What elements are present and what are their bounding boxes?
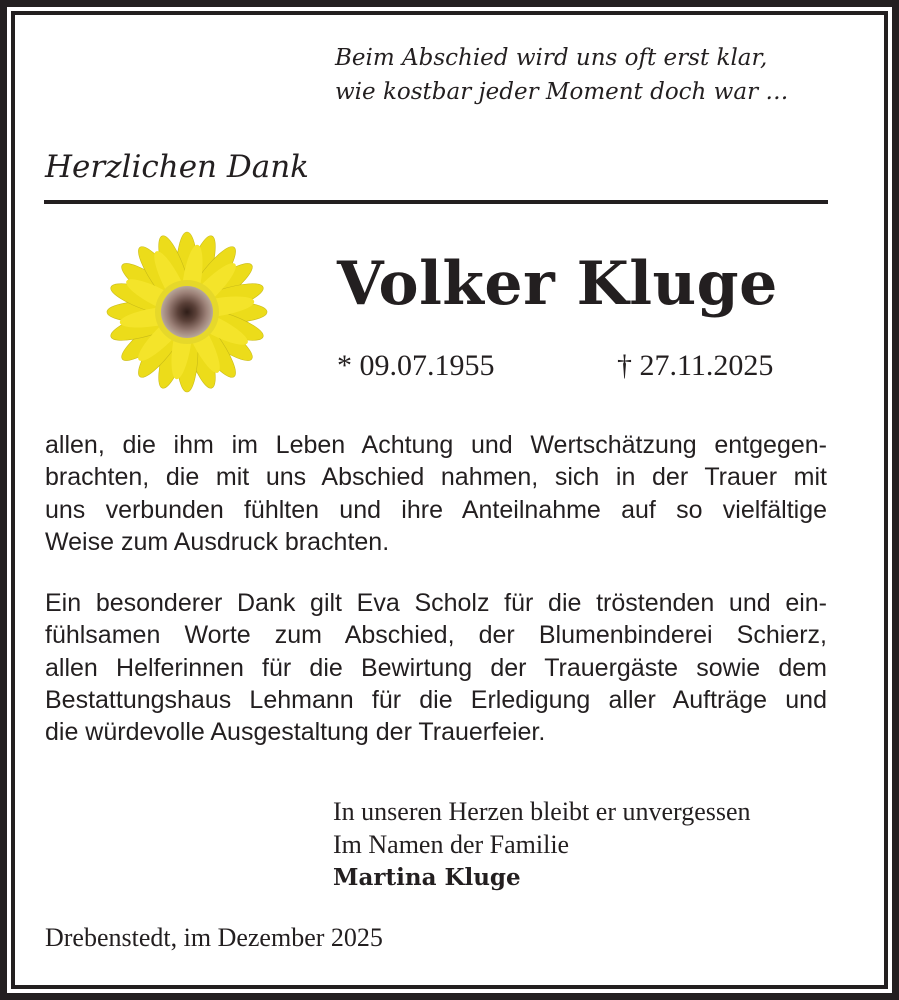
text-line: Weise zum Ausdruck brachten. (45, 527, 390, 556)
heading: Herzlichen Dank (45, 149, 309, 185)
closing-line-1: In unseren Herzen bleibt er unvergessen (333, 797, 751, 826)
text-line: allen Helferinnen für die Bewirtung der Trauergäste sowie dem (45, 653, 827, 682)
divider-rule (44, 200, 828, 204)
motto (335, 41, 788, 109)
yellow-gerbera-flower-icon (97, 228, 272, 398)
text-line: Bestattungshaus Lehmann für die Erledigung aller Aufträge und (45, 685, 827, 714)
death-date: † 27.11.2025 (617, 349, 774, 382)
text-line: brachten, die mit uns Abschied nahmen, sich in der Trauer mit (45, 463, 827, 492)
text-line: Ein besonderer Dank gilt Eva Scholz für die tröstenden und ein- (45, 589, 827, 617)
obituary-notice (15, 15, 884, 985)
text-line: fühlsamen Worte zum Abschied, der Blumenbinderei Schierz, (45, 621, 827, 650)
text-line: allen, die ihm im Leben Achtung und Wertschätzung entgegen- (45, 431, 827, 459)
text-line: die würdevolle Ausgestaltung der Trauerfeier. (45, 718, 546, 747)
place-date: Drebenstedt, im Dezember 2025 (45, 923, 383, 952)
deceased-name: Volker Kluge (337, 249, 778, 319)
thanks-paragraph-1 (45, 429, 827, 558)
text-line: uns verbunden fühlten und ihre Anteilnahme auf so vielfältige (45, 495, 827, 524)
birth-date: * 09.07.1955 (337, 349, 495, 382)
motto-line-1: Beim Abschied wird uns oft erst klar, (335, 45, 768, 71)
signer-name: Martina Kluge (333, 864, 521, 891)
closing-block (333, 795, 751, 894)
thanks-paragraph-2 (45, 587, 827, 748)
closing-line-2: Im Namen der Familie (333, 830, 570, 859)
motto-line-2: wie kostbar jeder Moment doch war … (335, 79, 789, 105)
